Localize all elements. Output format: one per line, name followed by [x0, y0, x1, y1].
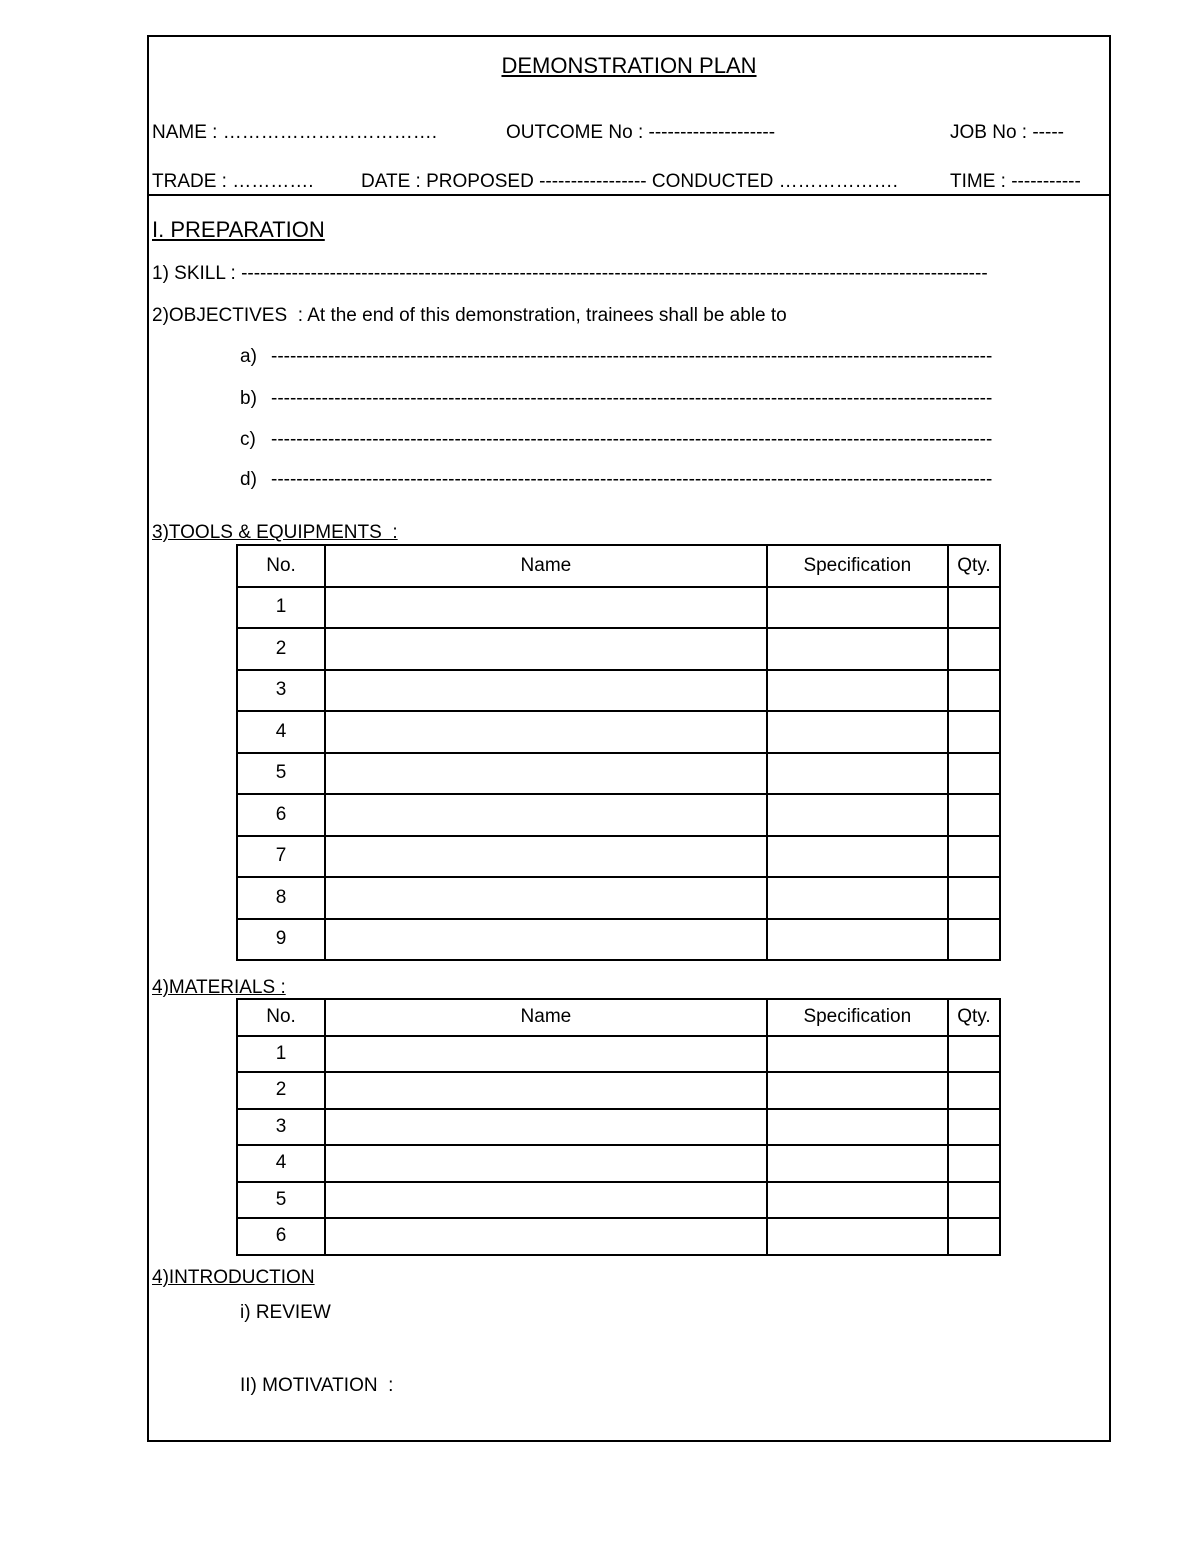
name-cell[interactable]	[325, 794, 767, 836]
row-number: 4	[237, 711, 325, 753]
table-row	[237, 1072, 1000, 1109]
qty-cell[interactable]	[948, 1182, 1000, 1219]
form-title: DEMONSTRATION PLAN	[501, 53, 757, 78]
header-divider	[149, 194, 1109, 196]
row-number: 7	[237, 836, 325, 878]
specification-cell[interactable]	[767, 1182, 948, 1219]
name-cell[interactable]	[325, 711, 767, 753]
column-header-specification: Specification	[767, 999, 948, 1036]
column-header-name: Name	[325, 545, 767, 587]
name-field: NAME : …………………………….	[152, 122, 438, 143]
table-row	[237, 919, 1000, 961]
qty-cell[interactable]	[948, 1109, 1000, 1146]
objective-a-label: a)	[240, 346, 257, 367]
column-header-specification: Specification	[767, 545, 948, 587]
objective-c-line: ------------------------------------------------------------------------------------------------------------------	[271, 429, 993, 450]
job-field: JOB No : -----	[950, 122, 1064, 143]
qty-cell[interactable]	[948, 670, 1000, 712]
row-number: 3	[237, 670, 325, 712]
specification-cell[interactable]	[767, 711, 948, 753]
preparation-heading: I. PREPARATION	[152, 217, 325, 242]
row-number: 8	[237, 877, 325, 919]
column-header-no: No.	[237, 999, 325, 1036]
qty-cell[interactable]	[948, 587, 1000, 629]
objectives-intro: 2)OBJECTIVES : At the end of this demonstration, trainees shall be able to	[152, 305, 787, 326]
qty-cell[interactable]	[948, 1036, 1000, 1073]
name-cell[interactable]	[325, 1036, 767, 1073]
specification-cell[interactable]	[767, 1036, 948, 1073]
specification-cell[interactable]	[767, 877, 948, 919]
row-number: 3	[237, 1109, 325, 1146]
row-number: 1	[237, 587, 325, 629]
row-number: 9	[237, 919, 325, 961]
date-field: DATE : PROPOSED ----------------- CONDUCTED ……………….	[361, 171, 898, 192]
name-cell[interactable]	[325, 1182, 767, 1219]
specification-cell[interactable]	[767, 753, 948, 795]
specification-cell[interactable]	[767, 587, 948, 629]
table-row	[237, 628, 1000, 670]
column-header-qty: Qty.	[948, 545, 1000, 587]
name-cell[interactable]	[325, 1145, 767, 1182]
qty-cell[interactable]	[948, 1218, 1000, 1255]
name-cell[interactable]	[325, 587, 767, 629]
qty-cell[interactable]	[948, 877, 1000, 919]
motivation-label: II) MOTIVATION :	[240, 1375, 394, 1396]
objective-a-line: ------------------------------------------------------------------------------------------------------------------	[271, 346, 993, 367]
introduction-heading: 4)INTRODUCTION	[152, 1267, 315, 1288]
materials-table	[236, 998, 1001, 1256]
skill-line: 1) SKILL : ----------------------------------------------------------------------------------------------------------------------	[152, 263, 988, 284]
table-row	[237, 877, 1000, 919]
column-header-no: No.	[237, 545, 325, 587]
row-number: 4	[237, 1145, 325, 1182]
qty-cell[interactable]	[948, 836, 1000, 878]
name-cell[interactable]	[325, 1109, 767, 1146]
specification-cell[interactable]	[767, 1218, 948, 1255]
table-row	[237, 1109, 1000, 1146]
table-row	[237, 753, 1000, 795]
materials-heading: 4)MATERIALS :	[152, 977, 286, 998]
table-row	[237, 1145, 1000, 1182]
name-cell[interactable]	[325, 919, 767, 961]
table-row	[237, 1036, 1000, 1073]
row-number: 1	[237, 1036, 325, 1073]
table-header-row	[237, 545, 1000, 587]
row-number: 5	[237, 753, 325, 795]
table-row	[237, 587, 1000, 629]
name-cell[interactable]	[325, 753, 767, 795]
qty-cell[interactable]	[948, 794, 1000, 836]
specification-cell[interactable]	[767, 670, 948, 712]
row-number: 2	[237, 628, 325, 670]
table-row	[237, 1182, 1000, 1219]
qty-cell[interactable]	[948, 711, 1000, 753]
name-cell[interactable]	[325, 877, 767, 919]
review-label: i) REVIEW	[240, 1302, 331, 1323]
name-cell[interactable]	[325, 628, 767, 670]
name-cell[interactable]	[325, 1072, 767, 1109]
row-number: 5	[237, 1182, 325, 1219]
specification-cell[interactable]	[767, 1109, 948, 1146]
tools-table	[236, 544, 1001, 961]
table-header-row	[237, 999, 1000, 1036]
name-cell[interactable]	[325, 670, 767, 712]
specification-cell[interactable]	[767, 919, 948, 961]
table-row	[237, 794, 1000, 836]
trade-field: TRADE : ………….	[152, 171, 314, 192]
objective-b-line: ------------------------------------------------------------------------------------------------------------------	[271, 388, 993, 409]
table-row	[237, 836, 1000, 878]
tools-heading: 3)TOOLS & EQUIPMENTS :	[152, 522, 398, 543]
specification-cell[interactable]	[767, 1072, 948, 1109]
name-cell[interactable]	[325, 1218, 767, 1255]
specification-cell[interactable]	[767, 794, 948, 836]
objective-c-label: c)	[240, 429, 256, 450]
column-header-name: Name	[325, 999, 767, 1036]
outcome-field: OUTCOME No : --------------------	[506, 122, 776, 143]
name-cell[interactable]	[325, 836, 767, 878]
specification-cell[interactable]	[767, 1145, 948, 1182]
row-number: 6	[237, 794, 325, 836]
time-field: TIME : -----------	[950, 171, 1081, 192]
demonstration-plan-form	[147, 35, 1111, 1442]
qty-cell[interactable]	[948, 753, 1000, 795]
qty-cell[interactable]	[948, 919, 1000, 961]
table-row	[237, 670, 1000, 712]
table-row	[237, 1218, 1000, 1255]
qty-cell[interactable]	[948, 1072, 1000, 1109]
specification-cell[interactable]	[767, 836, 948, 878]
specification-cell[interactable]	[767, 628, 948, 670]
objective-d-line: ------------------------------------------------------------------------------------------------------------------	[271, 469, 993, 490]
column-header-qty: Qty.	[948, 999, 1000, 1036]
row-number: 2	[237, 1072, 325, 1109]
row-number: 6	[237, 1218, 325, 1255]
objective-d-label: d)	[240, 469, 257, 490]
qty-cell[interactable]	[948, 628, 1000, 670]
table-row	[237, 711, 1000, 753]
qty-cell[interactable]	[948, 1145, 1000, 1182]
objective-b-label: b)	[240, 388, 257, 409]
